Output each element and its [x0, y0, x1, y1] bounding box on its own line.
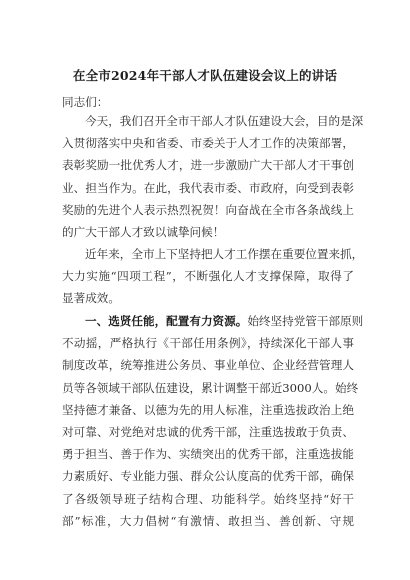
text-line: 对可靠、对党绝对忠诚的优秀干部，注重选拔敢于负责、	[62, 424, 354, 439]
text-line: 业、担当作为。在此，我代表市委、市政府，向受到表彰	[62, 180, 354, 195]
document-title: 在全市2024年干部人才队伍建设会议上的讲话	[72, 68, 338, 83]
text-line: 部”标准，大力倡树“有激情、敢担当、善创新、守规	[62, 513, 354, 528]
text-line: 的广大干部人才致以诚挚问候！	[62, 224, 225, 239]
paragraph-section-one	[62, 310, 364, 532]
text-line: 坚持德才兼备、以德为先的用人标准，注重选拔政治上绝	[62, 402, 354, 417]
text-line: 奖励的先进个人表示热烈祝贺！向奋战在全市各条战线上	[62, 202, 354, 217]
text-line: 大力实施“四项工程”，不断强化人才支撑保障，取得了	[62, 269, 354, 284]
text-line: 入贯彻落实中央和省委、市委关于人才工作的决策部署，	[62, 136, 354, 151]
text-line: 员等各领域干部队伍建设，累计调整干部近3000人。始终	[62, 380, 359, 395]
text-line	[62, 310, 364, 332]
text-line: 今天，我们召开全市干部人才队伍建设大会，目的是深	[85, 114, 364, 128]
section-heading-continuation: 始终坚持党管干部原则	[247, 314, 364, 328]
text-line: 表彰奖励一批优秀人才，进一步激励广大干部人才干事创	[62, 158, 354, 173]
text-line: 显著成效。	[62, 291, 120, 306]
salutation: 同志们：	[62, 95, 109, 109]
text-line: 勇于担当、善于作为、实绩突出的优秀干部，注重选拔能	[62, 447, 354, 462]
text-line: 力素质好、专业能力强、群众公认度高的优秀干部，确保	[62, 469, 354, 484]
text-line: 了各级领导班子结构合理、功能科学。始终坚持“好干	[62, 491, 354, 506]
text-line: 制度改革，统筹推进公务员、事业单位、企业经营管理人	[62, 358, 354, 373]
paragraph-opening	[62, 110, 364, 243]
section-heading: 一、选贤任能，配置有力资源。	[85, 314, 248, 328]
text-line: 近年来，全市上下坚持把人才工作摆在重要位置来抓，	[85, 247, 364, 261]
text-line: 不动摇，严格执行《干部任用条例》，持续深化干部人事	[62, 336, 354, 351]
paragraph-achievements	[62, 243, 364, 310]
